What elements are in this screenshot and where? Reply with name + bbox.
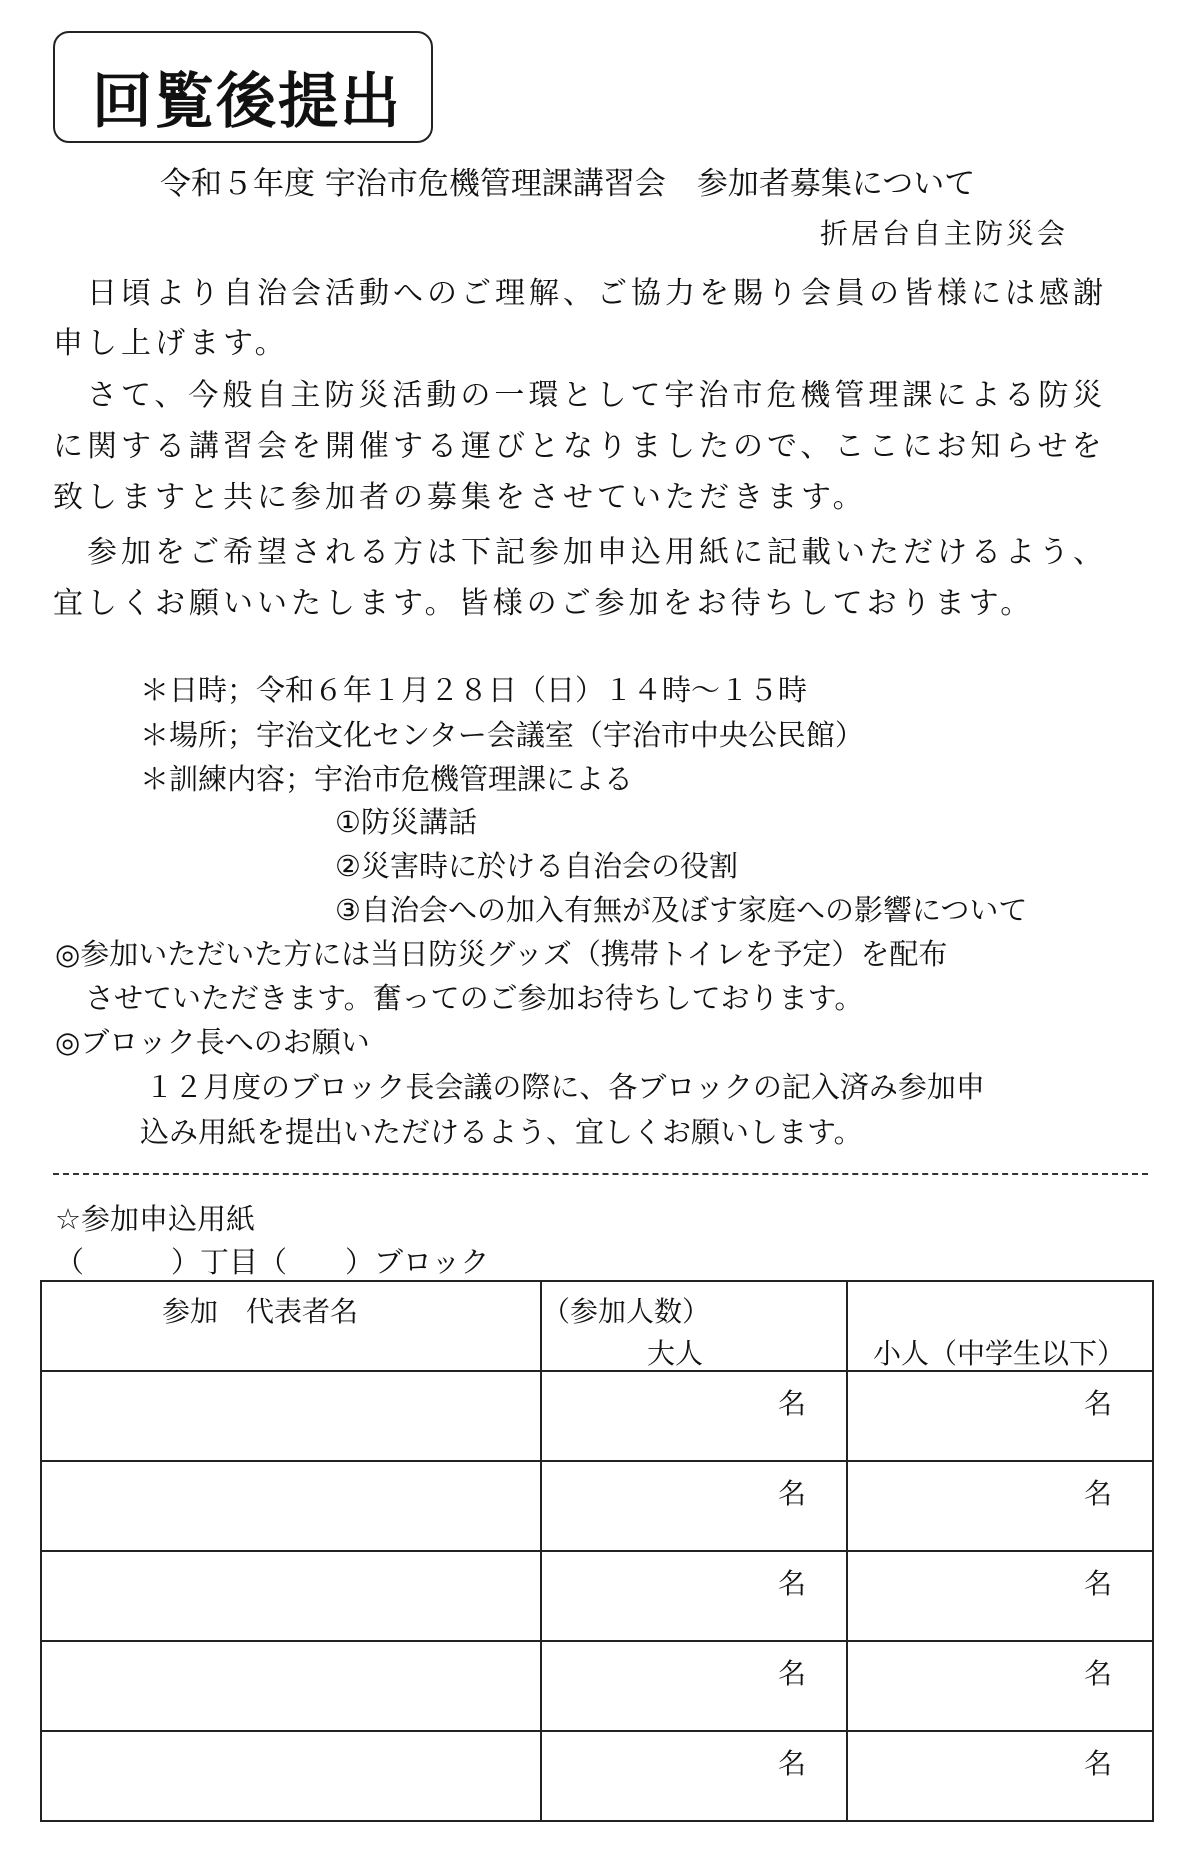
unit-label: 名	[777, 1477, 806, 1510]
form-row	[41, 1461, 1153, 1551]
adult-count-field[interactable]	[541, 1461, 847, 1551]
child-count-field[interactable]	[847, 1371, 1153, 1461]
body-line-6: 参加をご希望される方は下記参加申込用紙に記載いただけるよう、	[53, 535, 1107, 570]
child-count-field[interactable]	[847, 1551, 1153, 1641]
representative-name-field[interactable]	[41, 1641, 541, 1731]
note-block-line-2: 込み用紙を提出いただけるよう、宜しくお願いします。	[140, 1115, 863, 1149]
representative-name-field[interactable]	[41, 1731, 541, 1821]
representative-name-field[interactable]	[41, 1371, 541, 1461]
representative-name-field[interactable]	[41, 1461, 541, 1551]
adult-count-field[interactable]	[541, 1641, 847, 1731]
header-representative: 参加 代表者名	[162, 1295, 359, 1328]
organization-name: 折居台自主防災会	[820, 217, 1069, 250]
body-line-3: さて、今般自主防災活動の一環として宇治市危機管理課による防災	[53, 378, 1107, 413]
representative-name-field[interactable]	[41, 1551, 541, 1641]
child-count-field[interactable]	[847, 1461, 1153, 1551]
header-adult: 大人	[647, 1337, 704, 1370]
detail-datetime: ＊日時；令和６年１月２８日（日）１４時～１５時	[140, 673, 808, 707]
document-title: 令和５年度 宇治市危機管理課講習会 参加者募集について	[160, 166, 976, 202]
unit-label: 名	[777, 1747, 806, 1780]
application-form-table	[40, 1280, 1154, 1822]
form-row	[41, 1551, 1153, 1641]
detail-place: ＊場所；宇治文化センター会議室（宇治市中央公民館）	[140, 718, 864, 752]
cut-line-divider	[53, 1173, 1148, 1175]
header-child-cell	[847, 1281, 1153, 1371]
header-adult-cell	[541, 1281, 847, 1371]
form-title: ☆参加申込用紙	[55, 1202, 255, 1236]
form-address-line: （ ）丁目（ ）ブロック	[55, 1245, 490, 1279]
child-count-field[interactable]	[847, 1641, 1153, 1731]
header-representative-cell	[41, 1281, 541, 1371]
content-item-2: ②災害時に於ける自治会の役割	[335, 849, 738, 883]
header-child: 小人（中学生以下）	[873, 1337, 1126, 1370]
unit-label: 名	[1083, 1477, 1112, 1510]
content-item-3: ③自治会への加入有無が及ぼす家庭への影響について	[335, 893, 1028, 927]
header-count: （参加人数）	[542, 1295, 711, 1328]
note-gift-line-1: ◎参加いただいた方には当日防災グッズ（携帯トイレを予定）を配布	[55, 937, 948, 971]
note-block-title: ◎ブロック長へのお願い	[55, 1025, 370, 1059]
body-line-7: 宜しくお願いいたします。皆様のご参加をお待ちしております。	[53, 586, 1035, 621]
adult-count-field[interactable]	[541, 1731, 847, 1821]
note-block-line-1: １２月度のブロック長会議の際に、各ブロックの記入済み参加申	[145, 1070, 985, 1104]
unit-label: 名	[777, 1387, 806, 1420]
unit-label: 名	[777, 1657, 806, 1690]
unit-label: 名	[1083, 1567, 1112, 1600]
form-row	[41, 1641, 1153, 1731]
adult-count-field[interactable]	[541, 1551, 847, 1641]
unit-label: 名	[1083, 1747, 1112, 1780]
form-row	[41, 1731, 1153, 1821]
body-line-4: に関する講習会を開催する運びとなりましたので、ここにお知らせを	[53, 429, 1106, 464]
content-item-1: ①防災講話	[335, 805, 477, 839]
note-gift-line-2: させていただきます。奮ってのご参加お待ちしております。	[85, 981, 864, 1015]
circulation-stamp-text: 回覧後提出	[92, 67, 402, 137]
form-row	[41, 1371, 1153, 1461]
body-line-5: 致しますと共に参加者の募集をさせていただきます。	[53, 480, 867, 515]
unit-label: 名	[1083, 1657, 1112, 1690]
detail-content-label: ＊訓練内容；宇治市危機管理課による	[140, 762, 634, 796]
unit-label: 名	[1083, 1387, 1112, 1420]
child-count-field[interactable]	[847, 1731, 1153, 1821]
body-line-1: 日頃より自治会活動へのご理解、ご協力を賜り会員の皆様には感謝	[53, 276, 1107, 311]
adult-count-field[interactable]	[541, 1371, 847, 1461]
body-line-2: 申し上げます。	[53, 326, 289, 361]
unit-label: 名	[777, 1567, 806, 1600]
